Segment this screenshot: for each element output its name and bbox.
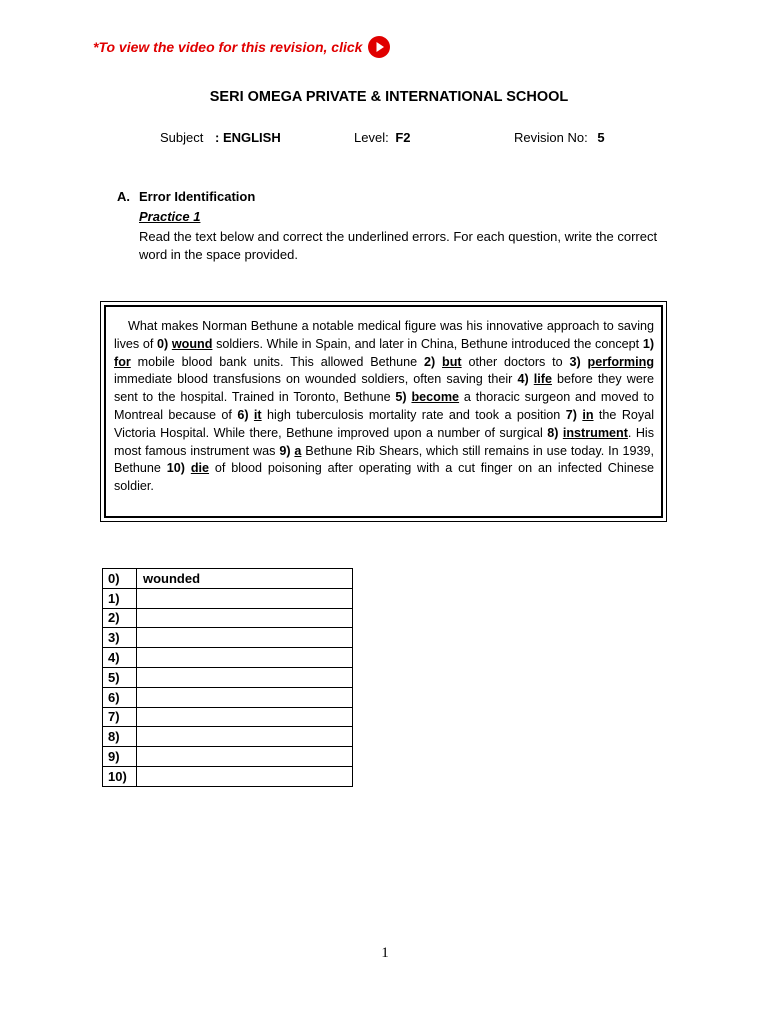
passage-box — [100, 301, 667, 522]
instructions: Read the text below and correct the underlined errors. For each question, write the correct word in the space provided. — [139, 229, 658, 262]
answer-row — [103, 648, 353, 668]
answer-cell[interactable] — [137, 608, 353, 628]
question-number: 8) — [547, 425, 559, 440]
question-number: 10) — [166, 461, 185, 476]
answer-cell[interactable]: wounded — [137, 569, 353, 589]
question-number: 0) — [157, 336, 169, 351]
revision-value: 5 — [597, 130, 605, 145]
play-icon[interactable] — [368, 36, 390, 58]
answer-number: 9) — [103, 747, 137, 767]
revision-label: Revision No: — [514, 130, 588, 145]
answer-number: 5) — [103, 667, 137, 687]
passage-segment: high tuberculosis mortality rate and took a position — [261, 407, 566, 422]
question-number: 2) — [424, 354, 436, 369]
level-value: F2 — [395, 130, 411, 145]
passage-segment: other doctors to — [461, 354, 570, 369]
question-number: 6) — [237, 407, 249, 422]
underlined-error: life — [533, 372, 552, 387]
video-link-text: *To view the video for this revision, click — [93, 39, 363, 55]
answer-cell[interactable] — [137, 747, 353, 767]
passage-segment: mobile blood bank units. This allowed Bethune — [130, 354, 424, 369]
subject-label: Subject — [160, 130, 204, 145]
underlined-error: become — [411, 390, 460, 405]
passage-segment: soldiers. While in Spain, and later in China, Bethune introduced the concept — [212, 336, 643, 351]
answer-number: 3) — [103, 628, 137, 648]
passage-segment: immediate blood transfusions on wounded soldiers, often saving their — [114, 372, 518, 387]
passage-text — [104, 305, 663, 518]
section-title: Error Identification — [139, 189, 256, 204]
answer-row — [103, 628, 353, 648]
underlined-error: but — [442, 354, 462, 369]
question-number: 5) — [395, 390, 407, 405]
passage-segment: the Royal Victoria Hospital. While there, Bethune improved upon a number of surgical — [114, 407, 655, 440]
answer-row — [103, 608, 353, 628]
answer-cell[interactable] — [137, 648, 353, 668]
answer-number: 0) — [103, 569, 137, 589]
answer-row — [103, 569, 353, 589]
underlined-error: it — [253, 407, 262, 422]
answer-cell[interactable] — [137, 707, 353, 727]
answer-cell[interactable] — [137, 766, 353, 786]
subject-field — [160, 130, 281, 145]
question-number: 9) — [279, 443, 291, 458]
answer-number: 4) — [103, 648, 137, 668]
passage-segment: of blood poisoning after operating with a cut finger on an infected Chinese soldier. — [114, 461, 655, 494]
underlined-error: die — [190, 461, 210, 476]
underlined-error: for — [114, 354, 131, 369]
answer-number: 10) — [103, 766, 137, 786]
underlined-error: wound — [171, 336, 213, 351]
level-label: Level: — [354, 130, 389, 145]
school-title: SERI OMEGA PRIVATE & INTERNATIONAL SCHOOL — [209, 89, 569, 105]
answer-number: 7) — [103, 707, 137, 727]
answer-cell[interactable] — [137, 667, 353, 687]
passage-segment: a thoracic surgeon and moved to Montreal because of — [114, 390, 655, 422]
answer-row — [103, 727, 353, 747]
practice-title: Practice 1 — [139, 209, 201, 224]
passage-segment: Bethune Rib Shears, which still remains in use today. In 1939, Bethune — [114, 443, 655, 476]
section-letter: A. — [117, 189, 130, 204]
passage-segment: What makes Norman Bethune a notable medical figure was his innovative approach to saving lives of — [114, 319, 654, 351]
level-field — [354, 130, 411, 145]
answer-number: 8) — [103, 727, 137, 747]
answer-number: 1) — [103, 588, 137, 608]
answer-cell[interactable] — [137, 727, 353, 747]
answer-row — [103, 667, 353, 687]
answer-row — [103, 707, 353, 727]
question-number: 4) — [517, 372, 529, 387]
answer-cell[interactable] — [137, 687, 353, 707]
subject-value: : ENGLISH — [215, 130, 281, 145]
answer-cell[interactable] — [137, 588, 353, 608]
passage-segment: before they were sent to the hospital. Trained in Toronto, Bethune — [114, 372, 655, 405]
section-heading — [117, 189, 255, 204]
answer-row — [103, 687, 353, 707]
answer-number: 6) — [103, 687, 137, 707]
underlined-error: in — [582, 407, 594, 422]
underlined-error: performing — [587, 354, 655, 369]
underlined-error: instrument — [562, 425, 628, 440]
answer-row — [103, 766, 353, 786]
question-number: 7) — [565, 407, 577, 422]
answer-number: 2) — [103, 608, 137, 628]
revision-field — [514, 130, 605, 145]
video-link[interactable] — [93, 36, 390, 58]
answer-row — [103, 588, 353, 608]
page-number: 1 — [381, 945, 389, 961]
question-number: 3) — [569, 354, 581, 369]
answer-cell[interactable] — [137, 628, 353, 648]
answer-table — [102, 568, 353, 787]
passage-segment: . His most famous instrument was — [114, 425, 655, 458]
question-number: 1) — [642, 336, 655, 351]
answer-row — [103, 747, 353, 767]
underlined-error: a — [294, 443, 302, 458]
